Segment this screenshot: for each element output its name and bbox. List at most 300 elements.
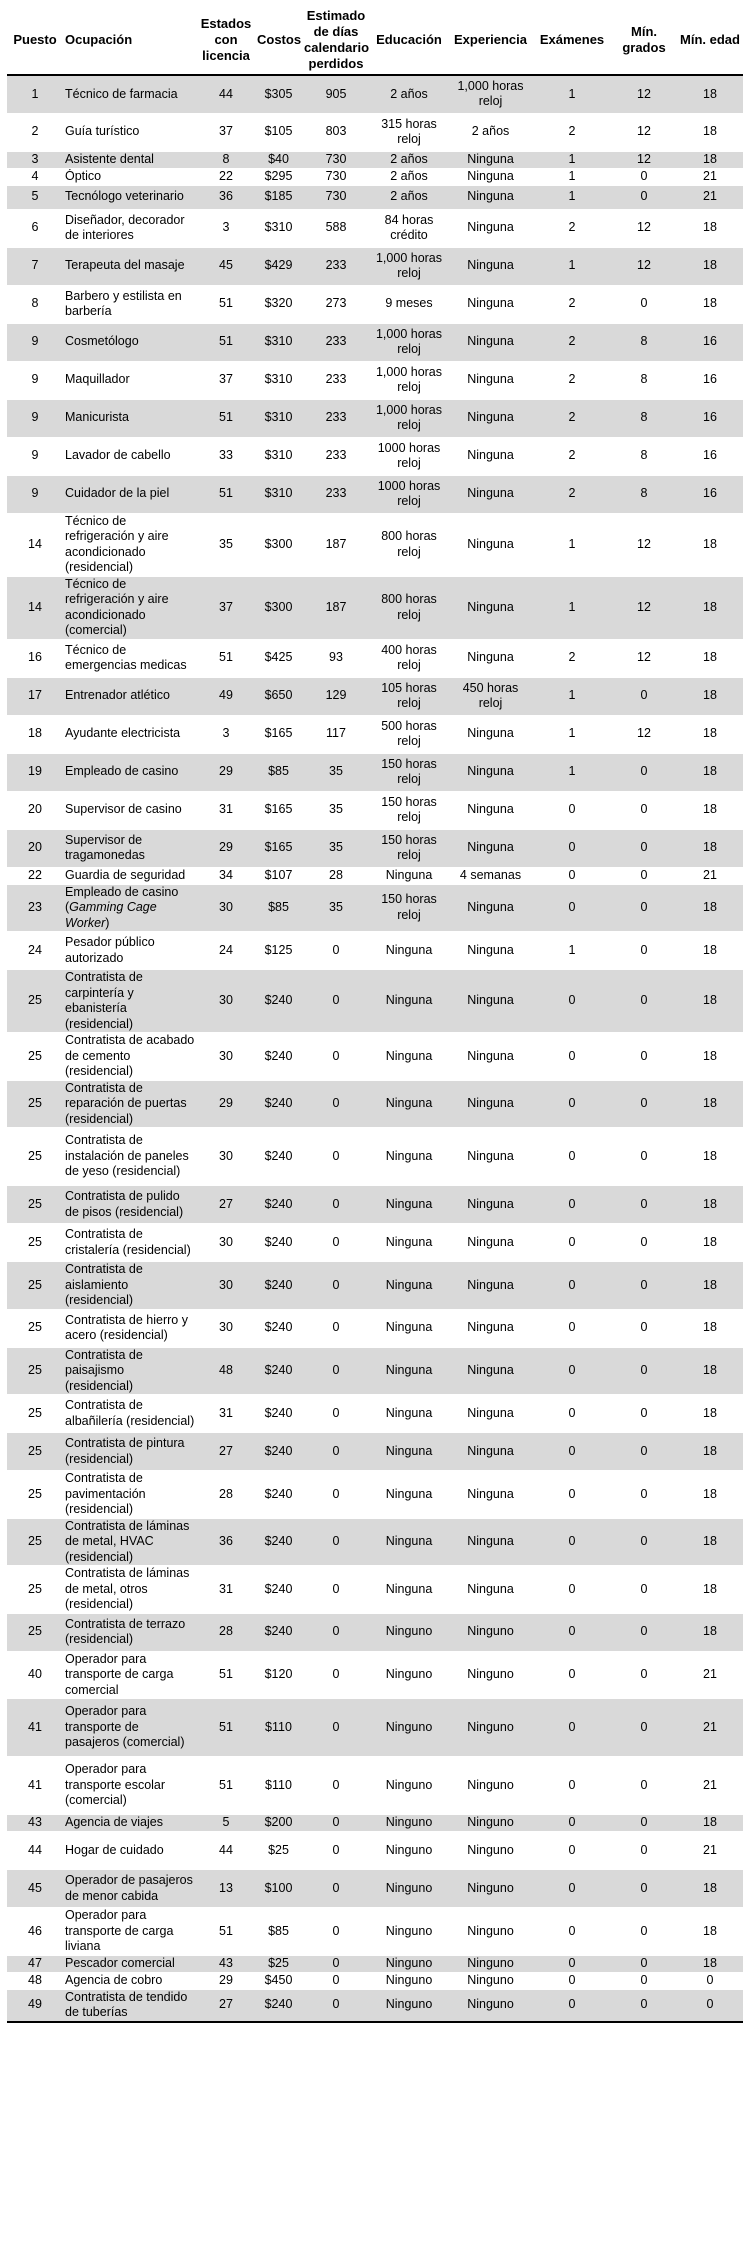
table-row [7,639,743,677]
table-row [7,1832,743,1870]
rank-cell: 46 [28,1923,42,1938]
rank-cell: 8 [31,296,39,311]
costs-cell: $85 [268,1923,289,1938]
exams-cell: 0 [568,1320,576,1335]
exams-cell: 0 [568,1486,576,1501]
states-cell: 30 [219,1320,233,1335]
education-cell: 2 años [390,168,428,183]
occupation-cell [63,437,197,475]
costs-cell: $310 [255,399,302,437]
occupation-cell [63,1757,197,1815]
costs-cell: $295 [264,168,293,183]
occupation-text: Empleado de casino [65,764,179,779]
occupation-text: Operador para transporte escolar (comercial) [65,1762,166,1808]
occupation-text: Agencia de cobro [65,1972,163,1987]
min-age-cell: 18 [677,884,743,932]
days-cell: 0 [332,1667,340,1681]
table-row [7,576,743,639]
rank-cell: 24 [28,942,42,957]
days-cell: 233 [302,247,370,285]
experience-cell: Ninguna [467,1486,514,1501]
states-cell: 31 [219,1581,233,1596]
min-age-cell: 18 [677,1870,743,1908]
education-cell: Ninguna [370,1433,448,1471]
states-cell: 30 [197,1262,255,1310]
min-grades-cell: 0 [611,1080,677,1128]
education-cell: 800 horas reloj [370,576,448,639]
states-cell: 27 [197,1186,255,1224]
rank-cell: 22 [28,867,42,882]
occupation-cell [63,677,197,715]
experience-cell: Ninguno [467,1923,514,1938]
exams-cell: 0 [533,1186,611,1224]
days-cell: 233 [325,372,347,387]
header-row [7,6,743,75]
states-cell: 30 [197,884,255,932]
days-cell: 803 [325,124,347,139]
costs-cell: $310 [255,323,302,361]
states-cell: 3 [222,726,230,741]
table-row [7,1309,743,1347]
occupation-text: Agencia de viajes [65,1815,163,1830]
min-grades-cell: 12 [637,726,651,741]
exams-cell: 2 [533,475,611,513]
min-grades-cell: 0 [611,1433,677,1471]
rank-cell: 20 [28,802,42,817]
header-education: Educación [370,6,448,75]
occupation-text: Contratista de láminas de metal, otros (residencial) [65,1566,190,1611]
table-row [7,677,743,715]
days-cell: 0 [302,970,370,1033]
education-cell: Ninguna [385,1581,433,1596]
experience-cell: Ninguno [448,1613,533,1651]
states-cell: 51 [197,399,255,437]
days-cell: 0 [302,1870,370,1908]
education-cell: 150 horas reloj [370,884,448,932]
min-grades-cell: 0 [611,829,677,867]
costs-cell: $240 [264,1048,293,1063]
states-cell: 51 [219,296,233,311]
days-cell: 0 [302,1989,370,2022]
min-age-cell: 18 [703,1234,717,1249]
min-age-cell: 18 [703,726,717,741]
education-cell: Ninguna [370,1518,448,1566]
min-grades-cell: 0 [611,970,677,1033]
rank-cell: 18 [28,726,42,741]
education-cell: 400 horas reloj [381,642,437,672]
min-grades-cell: 0 [611,1518,677,1566]
min-grades-cell: 0 [640,802,648,817]
rank-cell: 25 [7,970,63,1033]
occupation-text: Contratista de hierro y acero (residencial) [65,1312,188,1342]
days-cell: 233 [302,399,370,437]
exams-cell: 0 [568,1405,576,1420]
days-cell: 93 [329,650,343,665]
table-row [7,247,743,285]
min-grades-cell: 0 [640,168,648,183]
education-cell: 1,000 horas reloj [370,399,448,437]
occupation-text: Guardia de seguridad [65,867,186,882]
min-age-cell: 0 [677,1989,743,2022]
occupation-cell [63,209,197,247]
occupation-text: Técnico de refrigeración y aire acondicionado (comercial) [65,576,169,637]
min-age-cell: 18 [677,1080,743,1128]
exams-cell: 1 [568,942,576,957]
table-row [7,151,743,168]
occupation-cell [63,1262,197,1310]
occupation-cell [63,932,197,970]
exams-cell: 0 [568,1842,576,1857]
rank-cell: 25 [7,1186,63,1224]
min-grades-cell: 8 [640,372,648,387]
costs-cell: $240 [264,1320,293,1335]
occupation-cell [63,1815,197,1832]
costs-cell: $240 [255,1989,302,2022]
rank-cell: 4 [31,168,39,183]
experience-cell: Ninguna [467,372,514,387]
costs-cell: $240 [255,1347,302,1395]
education-cell: 1,000 horas reloj [370,247,448,285]
occupation-text: Contratista de pintura (residencial) [65,1436,185,1466]
min-age-cell: 18 [677,1186,743,1224]
rank-cell: 25 [7,1347,63,1395]
occupation-cell [63,1347,197,1395]
occupation-cell [63,1832,197,1870]
table-row [7,1224,743,1262]
table-row [7,1262,743,1310]
states-cell: 44 [197,75,255,113]
occupation-text: Contratista de aislamiento (residencial) [65,1262,143,1307]
min-grades-cell: 0 [611,1870,677,1908]
education-cell: Ninguna [370,1186,448,1224]
education-cell: 1000 horas reloj [370,475,448,513]
costs-cell: $240 [264,1148,293,1163]
rank-cell: 48 [28,1972,42,1987]
occupation-cell [63,1128,197,1186]
header-min-age: Mín. edad [677,6,743,75]
occupation-text: Contratista de paisajismo (residencial) [65,1347,143,1393]
min-grades-cell: 0 [611,1262,677,1310]
experience-cell: Ninguna [467,1581,514,1596]
states-cell: 27 [197,1433,255,1471]
states-cell: 51 [219,650,233,665]
min-grades-cell: 0 [640,1320,648,1335]
min-grades-cell: 0 [640,1667,648,1681]
education-cell: Ninguna [370,1347,448,1395]
rank-cell: 25 [28,1148,42,1163]
costs-cell: $105 [264,124,293,139]
experience-cell: Ninguno [448,1989,533,2022]
occupation-cell [63,185,197,209]
rank-cell: 41 [7,1699,63,1757]
experience-cell: Ninguno [467,1842,514,1857]
education-cell: 150 horas reloj [370,753,448,791]
education-cell: 1,000 horas reloj [375,364,443,394]
states-cell: 30 [219,1234,233,1249]
rank-cell: 5 [7,185,63,209]
table-row [7,1870,743,1908]
days-cell: 28 [329,867,343,882]
exams-cell: 0 [568,1972,576,1987]
exams-cell: 0 [533,1699,611,1757]
min-age-cell: 18 [703,1486,717,1501]
costs-cell: $107 [264,867,293,882]
rank-cell: 25 [28,1234,42,1249]
table-row [7,361,743,399]
table-row [7,185,743,209]
exams-cell: 0 [533,970,611,1033]
experience-cell: 1,000 horas reloj [448,75,533,113]
days-cell: 0 [332,1048,340,1063]
education-cell: Ninguno [370,1613,448,1651]
days-cell: 273 [325,296,347,311]
education-cell: Ninguna [385,1486,433,1501]
states-cell: 29 [197,1080,255,1128]
education-cell: 84 horas crédito [384,212,434,242]
min-age-cell: 21 [677,1699,743,1757]
table-row [7,168,743,185]
costs-cell: $110 [265,1777,292,1792]
header-occupation: Ocupación [63,6,197,75]
experience-cell: Ninguna [467,650,514,665]
costs-cell: $125 [264,942,293,957]
min-age-cell: 18 [677,1262,743,1310]
exams-cell: 0 [568,1048,576,1063]
occupation-text: Operador de pasajeros de menor cabida [65,1873,193,1903]
days-cell: 0 [302,1955,370,1972]
min-age-cell: 18 [703,1320,717,1335]
states-cell: 5 [197,1815,255,1832]
rank-cell: 25 [7,1613,63,1651]
min-grades-cell: 12 [611,151,677,168]
states-cell: 33 [219,448,233,463]
min-grades-cell: 0 [640,1405,648,1420]
days-cell: 35 [329,802,343,817]
min-grades-cell: 12 [611,576,677,639]
occupation-cell [63,1613,197,1651]
costs-cell: $240 [264,1581,293,1596]
min-age-cell: 18 [703,536,717,551]
states-cell: 28 [219,1486,233,1501]
experience-cell: Ninguno [448,1815,533,1832]
education-cell: 800 horas reloj [381,529,437,559]
min-age-cell: 18 [677,970,743,1033]
education-cell: 105 horas reloj [370,677,448,715]
days-cell: 730 [302,151,370,168]
experience-cell: Ninguna [448,829,533,867]
table-row [7,285,743,323]
occupation-text: Manicurista [65,410,129,425]
min-age-cell: 16 [677,399,743,437]
experience-cell: Ninguna [448,576,533,639]
rank-cell: 25 [7,1262,63,1310]
education-cell: 2 años [370,151,448,168]
occupation-text: Hogar de cuidado [65,1842,164,1857]
costs-cell: $310 [264,372,293,387]
experience-cell: Ninguna [467,1320,514,1335]
costs-cell: $425 [264,650,293,665]
occupation-text: Diseñador, decorador de interiores [65,212,185,242]
states-cell: 31 [219,802,233,817]
min-age-cell: 18 [703,1148,717,1163]
costs-cell: $240 [255,1613,302,1651]
header-days: Estimado de días calendario perdidos [302,6,370,75]
occupation-text: Pescador comercial [65,1955,175,1970]
experience-cell: Ninguna [467,536,514,551]
experience-cell: Ninguna [448,1186,533,1224]
exams-cell: 0 [568,1923,576,1938]
costs-cell: $240 [264,1486,293,1501]
days-cell: 233 [325,448,347,463]
costs-cell: $300 [264,536,293,551]
education-cell: 315 horas reloj [381,116,437,146]
occupation-text: Contratista de pavimentación (residencial) [65,1471,146,1516]
occupation-text: Guía turístico [65,124,140,139]
experience-cell: Ninguna [448,1080,533,1128]
costs-cell: $320 [264,296,293,311]
exams-cell: 1 [533,677,611,715]
experience-cell: 2 años [471,124,510,139]
experience-cell: Ninguna [467,726,514,741]
days-cell: 35 [302,829,370,867]
occupation-cell [63,1870,197,1908]
exams-cell: 1 [533,576,611,639]
experience-cell: Ninguna [448,1262,533,1310]
experience-cell: Ninguna [448,399,533,437]
min-age-cell: 18 [677,247,743,285]
exams-cell: 0 [533,1989,611,2022]
rank-cell: 9 [7,475,63,513]
min-age-cell: 18 [703,802,717,817]
experience-cell: Ninguna [467,220,514,235]
education-cell: 150 horas reloj [381,794,437,824]
costs-cell: $310 [255,475,302,513]
experience-cell: Ninguna [467,1405,514,1420]
min-age-cell: 21 [703,168,717,183]
states-cell: 34 [219,867,233,882]
costs-cell: $240 [255,970,302,1033]
exams-cell: 0 [533,1347,611,1395]
experience-cell: Ninguna [467,1048,514,1063]
table-row [7,791,743,829]
states-cell: 31 [219,1405,233,1420]
min-grades-cell: 12 [611,247,677,285]
costs-cell: $40 [255,151,302,168]
days-cell: 129 [302,677,370,715]
rank-cell: 6 [31,220,39,235]
costs-cell: $185 [255,185,302,209]
min-age-cell: 18 [677,1955,743,1972]
rank-cell: 40 [28,1667,42,1681]
min-grades-cell: 0 [640,1842,648,1857]
states-cell: 44 [219,1842,233,1857]
days-cell: 0 [302,1613,370,1651]
experience-cell: Ninguna [448,1347,533,1395]
days-cell: 0 [332,1148,340,1163]
occupation-text: Empleado de casino [65,884,179,899]
occupation-text: Operador para transporte de carga comercial [65,1651,174,1697]
min-grades-cell: 0 [640,1777,648,1792]
table-row [7,884,743,932]
occupation-cell [63,1908,197,1956]
experience-cell: Ninguna [448,151,533,168]
table-row [7,1033,743,1081]
states-cell: 29 [197,753,255,791]
rank-cell: 25 [28,1486,42,1501]
costs-cell: $200 [255,1815,302,1832]
table-row [7,829,743,867]
experience-cell: 450 horas reloj [448,677,533,715]
occupation-cell [63,1955,197,1972]
experience-cell: Ninguno [448,1870,533,1908]
min-grades-cell: 0 [640,867,648,882]
states-cell: 36 [197,185,255,209]
education-cell: Ninguna [385,1148,433,1163]
states-cell: 51 [219,1667,233,1681]
occupation-cell [63,1395,197,1433]
occupation-cell [63,1989,197,2022]
header-min-grades: Mín. grados [611,6,677,75]
min-age-cell: 18 [703,942,717,957]
min-grades-cell: 0 [611,1186,677,1224]
min-grades-cell: 0 [611,1815,677,1832]
days-cell: 117 [326,726,346,741]
rank-cell: 14 [7,576,63,639]
min-grades-cell: 12 [637,124,651,139]
days-cell: 730 [325,168,347,183]
occupation-cell [63,399,197,437]
exams-cell: 0 [568,1667,576,1681]
header-experience: Experiencia [448,6,533,75]
occupation-text: Barbero y estilista en barbería [65,288,182,318]
costs-cell: $165 [264,802,293,817]
days-cell: 187 [325,536,347,551]
table-row [7,1955,743,1972]
days-cell: 588 [325,220,347,235]
states-cell: 37 [219,372,233,387]
experience-cell: Ninguna [448,753,533,791]
occupation-text: Cosmetólogo [65,334,139,349]
occupation-cell [63,1518,197,1566]
rank-cell: 47 [7,1955,63,1972]
days-cell: 0 [302,1080,370,1128]
days-cell: 233 [302,475,370,513]
experience-cell: Ninguna [467,802,514,817]
occupation-note: Gamming Cage Worker [65,900,157,930]
days-cell: 0 [332,1581,340,1596]
rank-cell: 7 [7,247,63,285]
experience-cell: Ninguno [467,1667,514,1681]
table-row [7,867,743,884]
exams-cell: 0 [568,867,576,882]
occupation-text: Entrenador atlético [65,688,170,703]
education-cell: Ninguna [385,1234,433,1249]
rank-cell: 19 [7,753,63,791]
exams-cell: 0 [533,1955,611,1972]
table-row [7,1186,743,1224]
education-cell: 1000 horas reloj [377,440,441,470]
occupation-cell [63,970,197,1033]
experience-cell: Ninguna [467,296,514,311]
min-age-cell: 21 [703,1777,717,1792]
education-cell: Ninguno [385,1923,433,1938]
costs-cell: $240 [264,1234,293,1249]
states-cell: 37 [219,124,233,139]
costs-cell: $310 [264,220,293,235]
days-cell: 0 [302,1699,370,1757]
occupation-text: Contratista de terrazo (residencial) [65,1616,186,1646]
costs-cell: $240 [264,1405,293,1420]
